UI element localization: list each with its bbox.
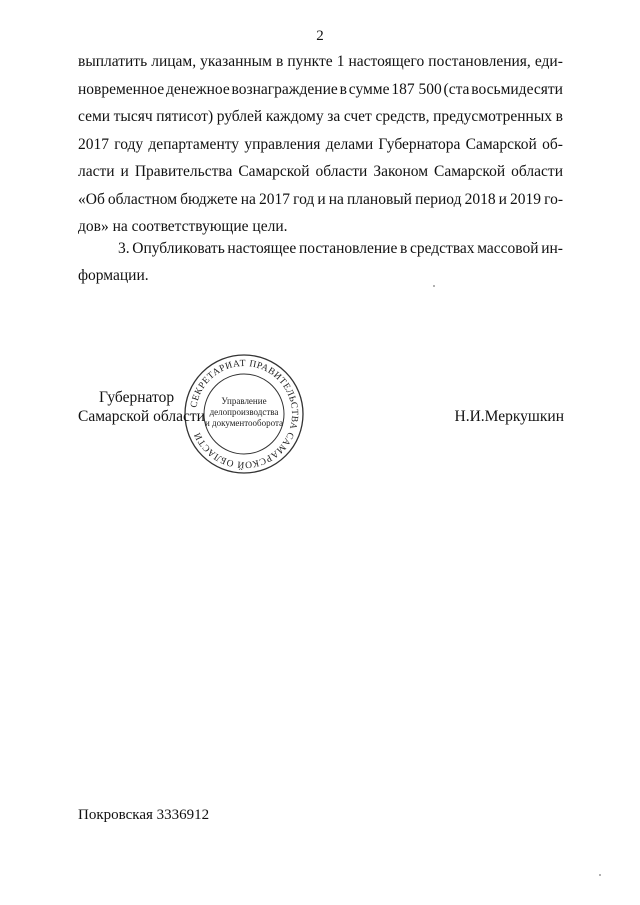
word: семи [78,108,111,125]
seal-inner-text [198,396,290,429]
word: департаменту [148,135,240,153]
word: массовой [477,240,539,257]
word: рублей [216,108,263,125]
paragraph-2-line [78,163,563,181]
word: плановый [347,190,412,208]
word: «Об [78,190,105,208]
word: Правительства [134,163,233,180]
word: об- [542,135,563,153]
word: в [275,53,284,70]
word: области [511,163,563,180]
word: счет [343,108,372,125]
paragraph-2-line [78,53,563,71]
word: пункте [287,53,333,70]
word: средств, [375,108,430,125]
word: Законом [373,163,429,180]
word: областном [107,190,177,208]
word: в [339,80,347,98]
word: в [400,240,408,257]
word: год [293,190,315,208]
word: постановления, [428,53,531,70]
seal-inner-line-1: Управление [221,396,267,406]
word: 2018 [464,190,496,208]
word: 2017 [259,190,291,208]
word: управления [244,135,321,153]
word: денежное [165,80,230,98]
paragraph-2-line [78,108,563,126]
word: году [114,135,144,153]
word: сумме [348,80,390,98]
word: период [415,190,462,208]
word: постановление [298,240,398,257]
word: на [328,190,344,208]
paragraph-2-line [78,136,563,154]
seal-inner-line-3: и документооборота [204,418,284,428]
word: (ста [443,80,470,98]
word: и [120,163,129,180]
word: указанным [200,53,272,70]
scan-speck [599,874,601,876]
paragraph-3-first-line [118,240,563,258]
word: настоящее [227,240,297,257]
word: восьмидесяти [471,80,563,98]
word: выплатить [78,53,148,70]
word: Самарской [465,135,537,153]
word: делами [325,135,374,153]
word: лицам, [151,53,197,70]
seal-ring-text: СЕКРЕТАРИАТ ПРАВИТЕЛЬСТВА САМАРСКОЙ ОБЛАСТИ [189,358,300,470]
word: 2019 [510,190,542,208]
word: ласти [78,163,115,180]
word: Самарской [238,163,310,180]
word: Самарской [433,163,506,180]
executor-contact: Покровская 3336912 [78,807,210,823]
paragraph-2-line [78,81,563,99]
seal-inner-line-2: делопроизводства [209,407,279,417]
word: Опубликовать [132,240,225,257]
word: предусмотренных [433,108,553,125]
word: в [555,108,563,125]
word: бюджете [180,190,238,208]
word: пятисот) [156,108,214,125]
word: 2017 [78,135,109,153]
word: 1 [336,53,345,70]
signatory-title-line-1: Губернатор [99,389,175,406]
word: 3. [118,240,130,257]
word: новременное [78,80,165,98]
word: настоящего [348,53,425,70]
word: и [317,190,326,208]
word: Губернатора [378,135,461,153]
page-number: 2 [316,28,324,44]
word: за [327,108,341,125]
paragraph-2-line [78,191,563,209]
word: области [315,163,368,180]
word: тысяч [113,108,153,125]
word: на [240,190,256,208]
scan-speck [433,285,435,287]
paragraph-3-last-line: формации. [78,267,149,284]
word: каждому [265,108,324,125]
word: го- [544,190,563,208]
word: и [498,190,507,208]
word: вознаграждение [231,80,338,98]
word: средствах [409,240,475,257]
signatory-name: Н.И.Меркушкин [454,408,564,425]
paragraph-2-last-line: дов» на соответствующие цели. [78,218,288,235]
signatory-title-line-2: Самарской области [78,408,205,425]
word: 187 500 [391,80,442,98]
word: еди- [534,53,563,70]
word: ин- [541,240,563,257]
